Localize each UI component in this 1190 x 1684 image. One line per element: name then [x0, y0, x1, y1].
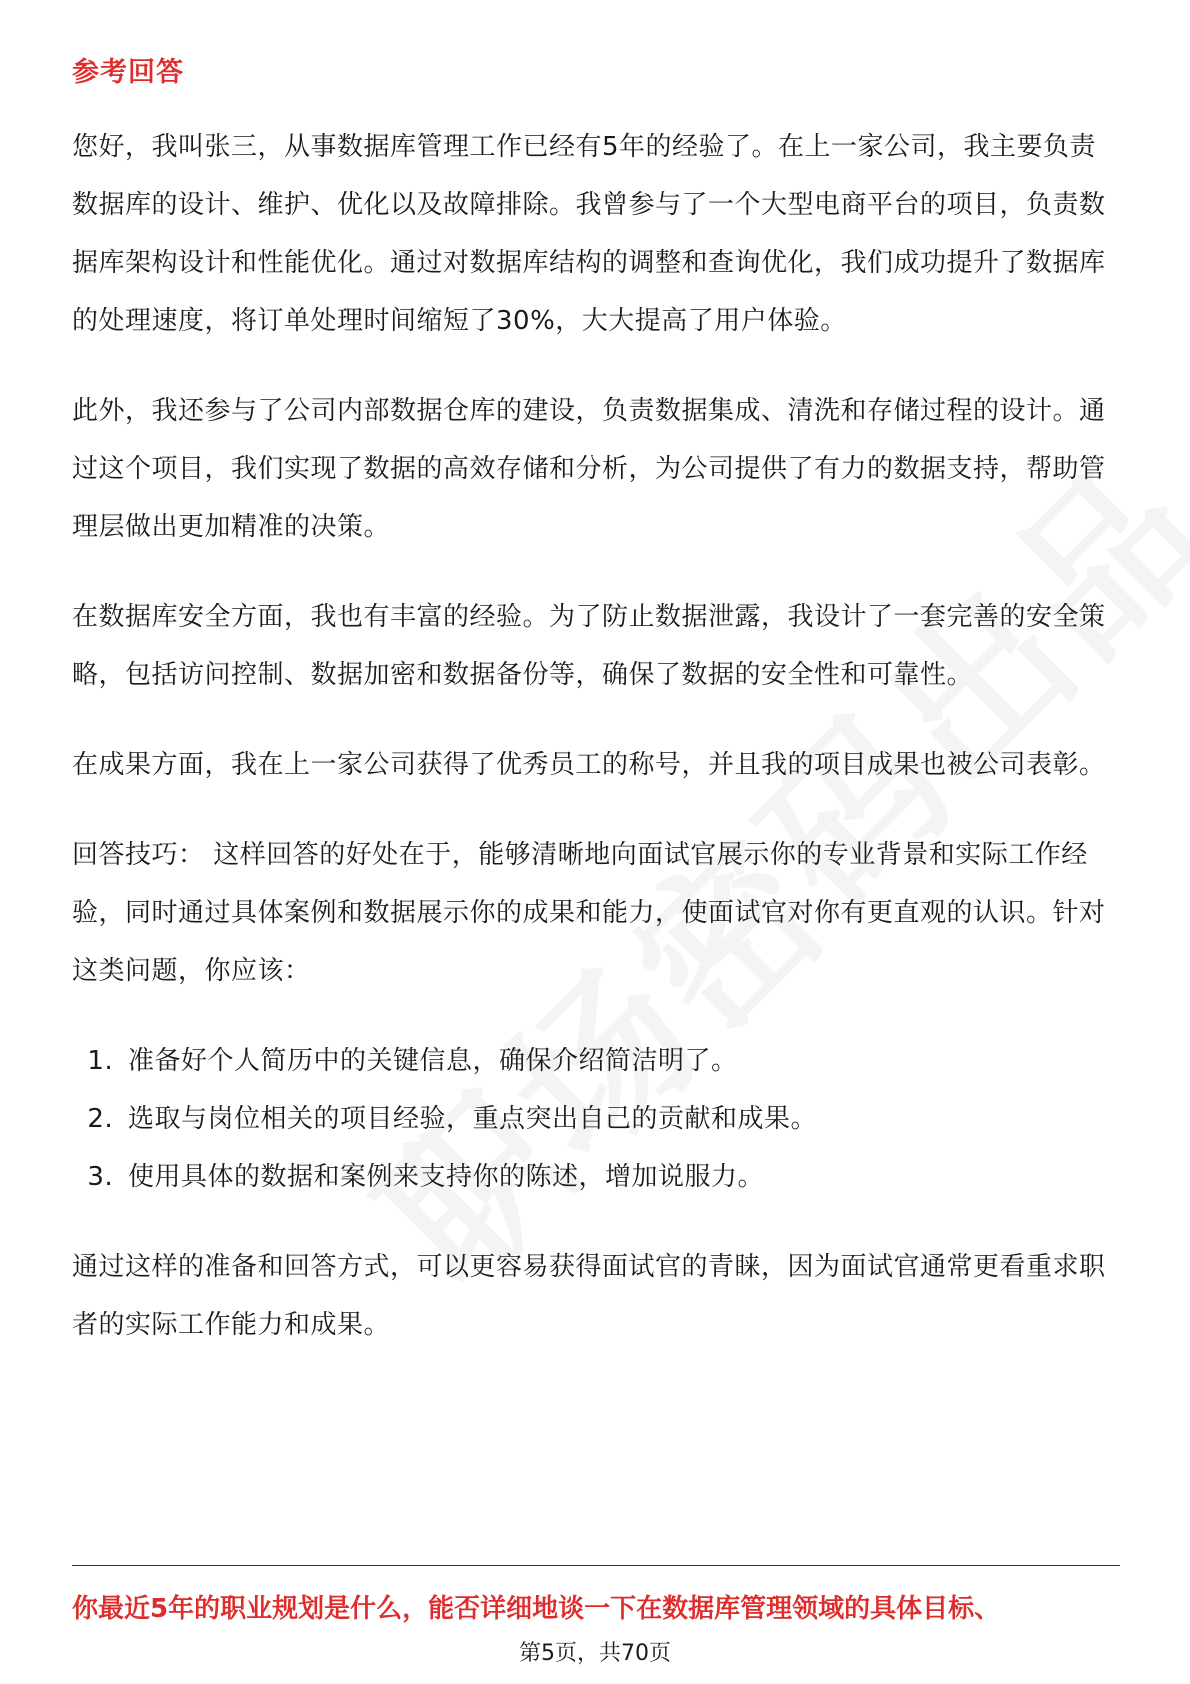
next-question: 你最近5年的职业规划是什么，能否详细地谈一下在数据库管理领域的具体目标、: [72, 1594, 1001, 1624]
page-number: 第5页，共70页: [519, 1641, 671, 1666]
tips-list: [72, 1032, 1118, 1206]
paragraph-achievements: 在成果方面，我在上一家公司获得了优秀员工的称号，并且我的项目成果也被公司表彰。: [72, 750, 1106, 780]
divider: [72, 1565, 1120, 1566]
list-item: 1. 准备好个人简历中的关键信息，确保介绍简洁明了。: [122, 1032, 1118, 1090]
paragraph-answer-tips: 回答技巧： 这样回答的好处在于，能够清晰地向面试官展示你的专业背景和实际工作经验，同时通过具体案例和数据展示你的成果和能力，使面试官对你有更直观的认识。针对这类问题，你应该：: [72, 840, 1106, 986]
answer-content: [72, 118, 1118, 1386]
section-heading: 参考回答: [72, 57, 184, 88]
paragraph-security: 在数据库安全方面，我也有丰富的经验。为了防止数据泄露，我设计了一套完善的安全策略，包括访问控制、数据加密和数据备份等，确保了数据的安全性和可靠性。: [72, 602, 1106, 690]
list-item: 3. 使用具体的数据和案例来支持你的陈述，增加说服力。: [122, 1148, 1118, 1206]
list-item: 2. 选取与岗位相关的项目经验，重点突出自己的贡献和成果。: [122, 1090, 1118, 1148]
paragraph-conclusion: 通过这样的准备和回答方式，可以更容易获得面试官的青睐，因为面试官通常更看重求职者的实际工作能力和成果。: [72, 1252, 1106, 1340]
paragraph-experience: 您好，我叫张三，从事数据库管理工作已经有5年的经验了。在上一家公司，我主要负责数据库的设计、维护、优化以及故障排除。我曾参与了一个大型电商平台的项目，负责数据库架构设计和性能优化。通过对数据库结构的调整和查询优化，我们成功提升了数据库的处理速度，将订单处理时间缩短了30%，大大提高了用户体验。: [72, 132, 1106, 336]
paragraph-data-warehouse: 此外，我还参与了公司内部数据仓库的建设，负责数据集成、清洗和存储过程的设计。通过这个项目，我们实现了数据的高效存储和分析，为公司提供了有力的数据支持，帮助管理层做出更加精准的决策。: [72, 396, 1106, 542]
